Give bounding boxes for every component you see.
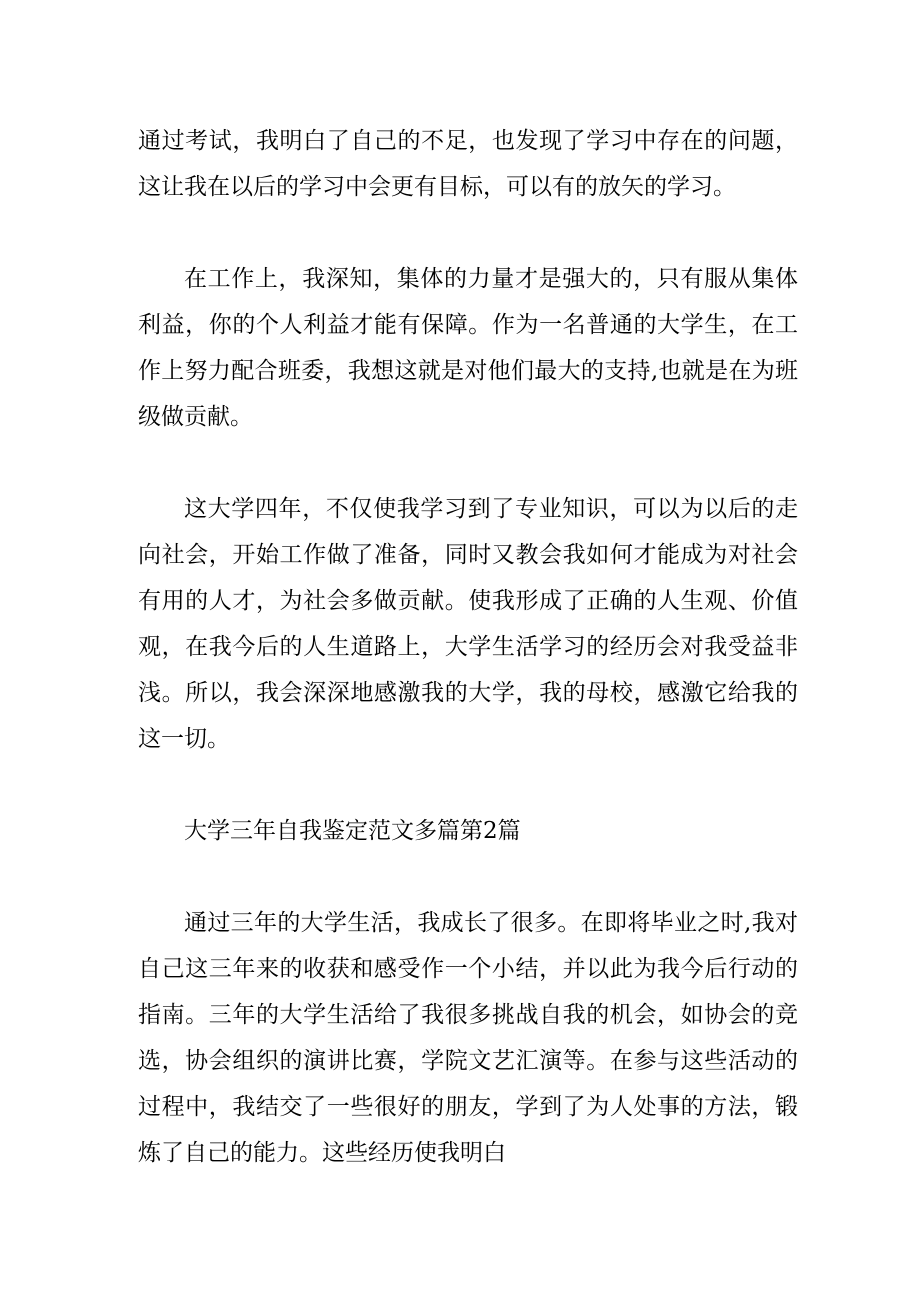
paragraph-four-years: 这大学四年，不仅使我学习到了专业知识，可以为以后的走向社会，开始工作做了准备，同时又教会我如何才能成为对社会有用的人才，为社会多做贡献。使我形成了正确的人生观、价值观，在我今后的人生道路上，大学生活学习的经历会对我受益非浅。所以，我会深深地感激我的大学，我的母校，感激它给我的这一切。	[138, 496, 798, 752]
paragraph-work: 在工作上，我深知，集体的力量才是强大的，只有服从集体利益，你的个人利益才能有保障。作为一名普通的大学生，在工作上努力配合班委，我想这就是对他们最大的支持,也就是在为班级做贡献。	[138, 266, 798, 430]
section-heading: 大学三年自我鉴定范文多篇第2篇	[184, 818, 521, 844]
paragraph-exam-reflection: 通过考试，我明白了自己的不足，也发现了学习中存在的问题，这让我在以后的学习中会更有目标，可以有的放矢的学习。	[138, 128, 798, 200]
document-body	[138, 118, 798, 1176]
paragraph-three-years: 通过三年的大学生活，我成长了很多。在即将毕业之时,我对自己这三年来的收获和感受作一个小结，并以此为我今后行动的指南。三年的大学生活给了我很多挑战自我的机会，如协会的竞选，协会组织的演讲比赛，学院文艺汇演等。在参与这些活动的过程中，我结交了一些很好的朋友，学到了为人处事的方法，锻炼了自己的能力。这些经历使我明白	[138, 910, 798, 1166]
